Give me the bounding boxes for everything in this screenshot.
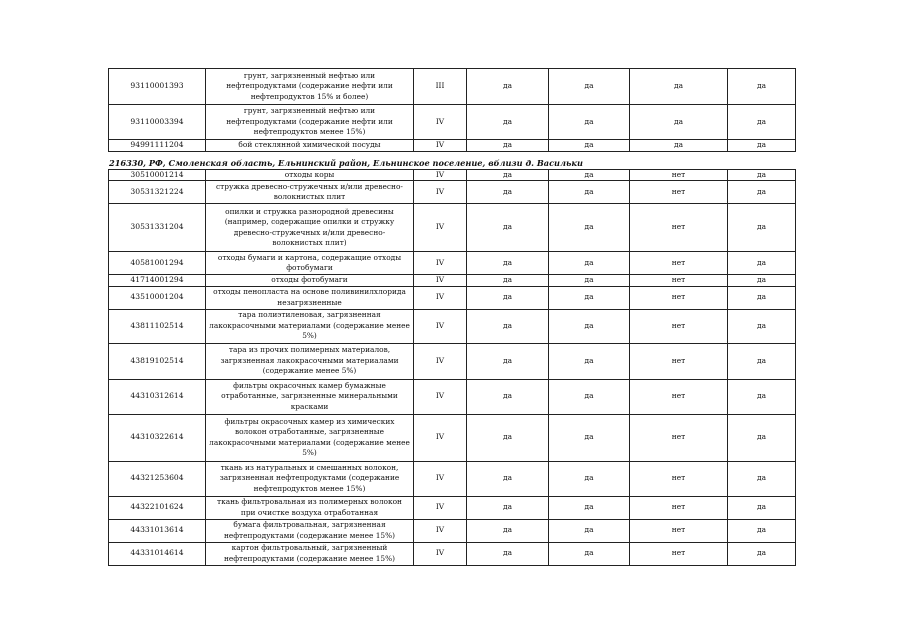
waste-name: фильтры окрасочных камер бумажные отработанные, загрязненные минеральными красками: [206, 379, 414, 414]
waste-code: 44331013614: [109, 519, 206, 542]
waste-code: 30531331204: [109, 204, 206, 252]
waste-name: бумага фильтровальная, загрязненная нефтепродуктами (содержание менее 15%): [206, 519, 414, 542]
cell-flag-4: да: [728, 69, 796, 105]
hazard-class: IV: [414, 496, 467, 519]
waste-name: тара полиэтиленовая, загрязненная лакокрасочными материалами (содержание менее 5%): [206, 309, 414, 343]
cell-flag-4: да: [728, 496, 796, 519]
hazard-class: IV: [414, 343, 467, 379]
cell-flag-1: да: [467, 542, 549, 565]
waste-code: 94991111204: [109, 140, 206, 152]
cell-flag-1: да: [467, 286, 549, 309]
cell-flag-3: нет: [630, 461, 728, 496]
cell-flag-1: да: [467, 105, 549, 140]
cell-flag-2: да: [549, 169, 630, 181]
cell-flag-4: да: [728, 309, 796, 343]
cell-flag-2: да: [549, 461, 630, 496]
cell-flag-4: да: [728, 379, 796, 414]
waste-name: отходы пенопласта на основе поливинилхлорида незагрязненные: [206, 286, 414, 309]
table-row: [109, 204, 796, 252]
cell-flag-2: да: [549, 105, 630, 140]
cell-flag-2: да: [549, 309, 630, 343]
cell-flag-3: нет: [630, 252, 728, 275]
cell-flag-3: нет: [630, 286, 728, 309]
table-row: [109, 69, 796, 105]
waste-code: 30531321224: [109, 181, 206, 204]
cell-flag-4: да: [728, 542, 796, 565]
cell-flag-1: да: [467, 461, 549, 496]
table-row: [109, 169, 796, 181]
cell-flag-2: да: [549, 286, 630, 309]
waste-name: опилки и стружка разнородной древесины (например, содержащие опилки и стружку древесно-стружечных и/или древесно-волокнистых плит): [206, 204, 414, 252]
table-row: [109, 286, 796, 309]
hazard-class: IV: [414, 519, 467, 542]
cell-flag-4: да: [728, 252, 796, 275]
waste-code: 41714001294: [109, 275, 206, 287]
hazard-class: IV: [414, 169, 467, 181]
waste-name: отходы бумаги и картона, содержащие отходы фотобумаги: [206, 252, 414, 275]
hazard-class: IV: [414, 461, 467, 496]
cell-flag-4: да: [728, 461, 796, 496]
hazard-class: IV: [414, 275, 467, 287]
hazard-class: IV: [414, 105, 467, 140]
cell-flag-3: нет: [630, 542, 728, 565]
hazard-class: IV: [414, 414, 467, 461]
table-row: [109, 275, 796, 287]
cell-flag-2: да: [549, 140, 630, 152]
cell-flag-1: да: [467, 252, 549, 275]
hazard-class: IV: [414, 252, 467, 275]
waste-code: 43811102514: [109, 309, 206, 343]
cell-flag-2: да: [549, 496, 630, 519]
hazard-class: IV: [414, 379, 467, 414]
cell-flag-2: да: [549, 69, 630, 105]
cell-flag-3: нет: [630, 169, 728, 181]
cell-flag-3: нет: [630, 181, 728, 204]
cell-flag-1: да: [467, 343, 549, 379]
waste-name: отходы коры: [206, 169, 414, 181]
waste-name: отходы фотобумаги: [206, 275, 414, 287]
waste-name: ткань фильтровальная из полимерных волокон при очистке воздуха отработанная: [206, 496, 414, 519]
cell-flag-1: да: [467, 140, 549, 152]
hazard-class: IV: [414, 181, 467, 204]
cell-flag-3: нет: [630, 414, 728, 461]
cell-flag-4: да: [728, 140, 796, 152]
table-row: [109, 252, 796, 275]
table-row: [109, 309, 796, 343]
waste-name: тара из прочих полимерных материалов, загрязненная лакокрасочными материалами (содержание менее 5%): [206, 343, 414, 379]
section-title: 216330, РФ, Смоленская область, Ельнинский район, Ельнинское поселение, вблизи д. Васильки: [109, 157, 583, 168]
cell-flag-3: нет: [630, 343, 728, 379]
cell-flag-2: да: [549, 414, 630, 461]
table-row: [109, 461, 796, 496]
cell-flag-2: да: [549, 181, 630, 204]
cell-flag-4: да: [728, 204, 796, 252]
cell-flag-1: да: [467, 169, 549, 181]
cell-flag-3: нет: [630, 519, 728, 542]
table-row: [109, 414, 796, 461]
table-row: [109, 181, 796, 204]
hazard-class: IV: [414, 286, 467, 309]
cell-flag-3: нет: [630, 204, 728, 252]
cell-flag-1: да: [467, 496, 549, 519]
cell-flag-3: да: [630, 105, 728, 140]
waste-code: 40581001294: [109, 252, 206, 275]
table-row: [109, 542, 796, 565]
table-row: [109, 105, 796, 140]
cell-flag-3: да: [630, 69, 728, 105]
waste-code: 44310322614: [109, 414, 206, 461]
cell-flag-4: да: [728, 105, 796, 140]
cell-flag-2: да: [549, 379, 630, 414]
hazard-class: III: [414, 69, 467, 105]
hazard-class: IV: [414, 542, 467, 565]
cell-flag-1: да: [467, 519, 549, 542]
table-row: [109, 343, 796, 379]
cell-flag-2: да: [549, 204, 630, 252]
cell-flag-4: да: [728, 519, 796, 542]
cell-flag-1: да: [467, 414, 549, 461]
table-row: [109, 496, 796, 519]
hazard-class: IV: [414, 309, 467, 343]
waste-name: грунт, загрязненный нефтью или нефтепродуктами (содержание нефти или нефтепродуктов 15% и более): [206, 69, 414, 105]
waste-name: картон фильтровальный, загрязненный нефтепродуктами (содержание менее 15%): [206, 542, 414, 565]
cell-flag-1: да: [467, 309, 549, 343]
hazard-class: IV: [414, 140, 467, 152]
waste-code: 43819102514: [109, 343, 206, 379]
cell-flag-4: да: [728, 286, 796, 309]
cell-flag-3: да: [630, 140, 728, 152]
cell-flag-3: нет: [630, 309, 728, 343]
waste-table-sheet: [108, 68, 795, 566]
cell-flag-1: да: [467, 69, 549, 105]
waste-name: стружка древесно-стружечных и/или древесно-волокнистых плит: [206, 181, 414, 204]
cell-flag-4: да: [728, 275, 796, 287]
waste-name: фильтры окрасочных камер из химических волокон отработанные, загрязненные лакокрасочными материалами (содержание менее 5%): [206, 414, 414, 461]
cell-flag-2: да: [549, 519, 630, 542]
waste-name: бой стеклянной химической посуды: [206, 140, 414, 152]
waste-table-top: [108, 68, 796, 152]
waste-name: ткань из натуральных и смешанных волокон, загрязненная нефтепродуктами (содержание нефтепродуктов менее 15%): [206, 461, 414, 496]
cell-flag-1: да: [467, 379, 549, 414]
waste-code: 30510001214: [109, 169, 206, 181]
cell-flag-2: да: [549, 542, 630, 565]
hazard-class: IV: [414, 204, 467, 252]
cell-flag-4: да: [728, 181, 796, 204]
table-row: [109, 379, 796, 414]
cell-flag-1: да: [467, 275, 549, 287]
cell-flag-3: нет: [630, 496, 728, 519]
cell-flag-2: да: [549, 275, 630, 287]
table-row: [109, 519, 796, 542]
cell-flag-3: нет: [630, 379, 728, 414]
table-row: [109, 140, 796, 152]
cell-flag-4: да: [728, 343, 796, 379]
waste-code: 93110001393: [109, 69, 206, 105]
cell-flag-4: да: [728, 414, 796, 461]
waste-code: 44310312614: [109, 379, 206, 414]
cell-flag-1: да: [467, 204, 549, 252]
cell-flag-4: да: [728, 169, 796, 181]
waste-code: 44322101624: [109, 496, 206, 519]
waste-code: 43510001204: [109, 286, 206, 309]
waste-code: 44331014614: [109, 542, 206, 565]
waste-code: 93110003394: [109, 105, 206, 140]
cell-flag-1: да: [467, 181, 549, 204]
cell-flag-2: да: [549, 252, 630, 275]
cell-flag-3: нет: [630, 275, 728, 287]
cell-flag-2: да: [549, 343, 630, 379]
waste-code: 44321253604: [109, 461, 206, 496]
waste-table-main: [108, 169, 796, 566]
waste-name: грунт, загрязненный нефтью или нефтепродуктами (содержание нефти или нефтепродуктов менее 15%): [206, 105, 414, 140]
